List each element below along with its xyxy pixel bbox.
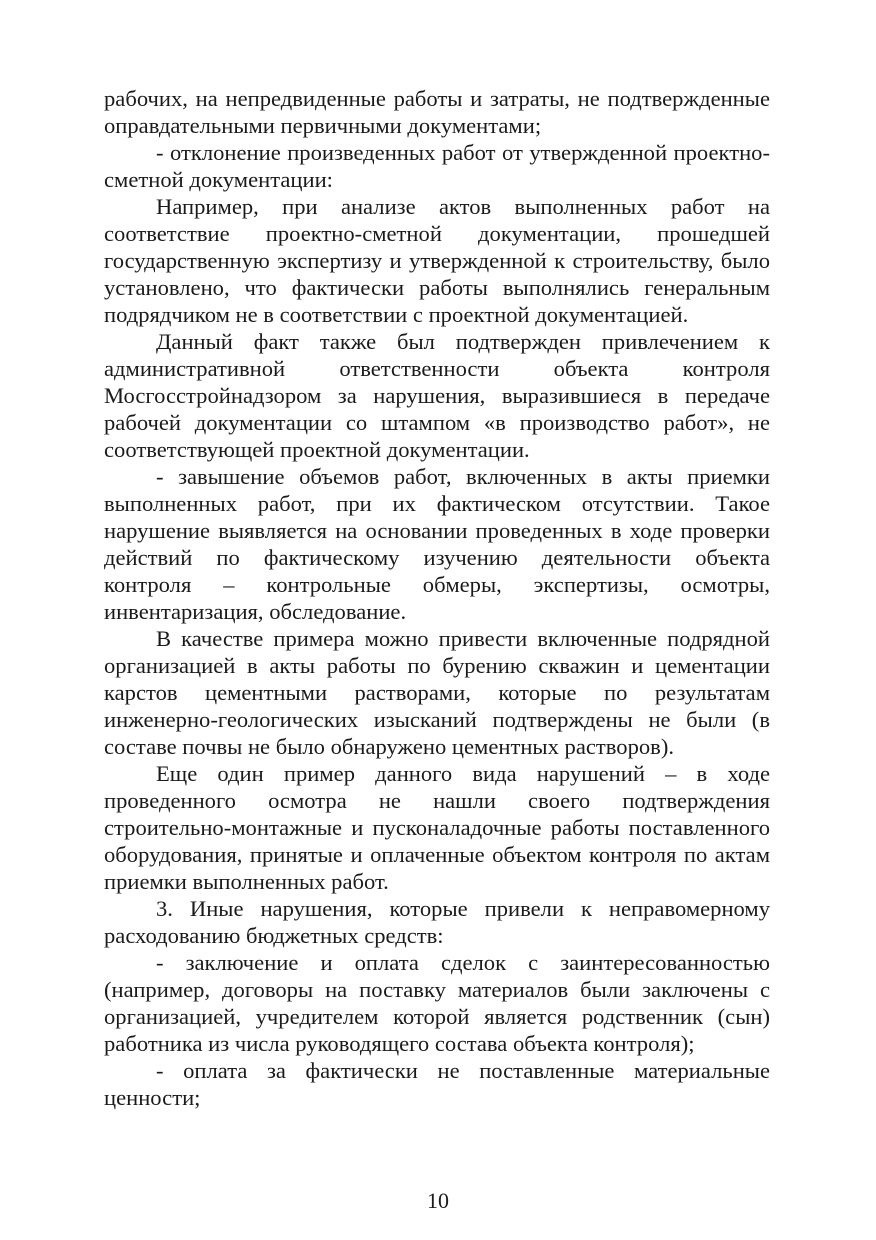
paragraph: - оплата за фактически не поставленные материальные ценности; xyxy=(104,1058,770,1110)
paragraph: В качестве примера можно привести включенные подрядной организацией в акты работы по бурению скважин и цементации карстов цементными растворами, которые по результатам инженерно-геологических изысканий подтверждены не были (в составе почвы не было обнаружено цементных растворов). xyxy=(104,626,770,759)
paragraph: Еще один пример данного вида нарушений – в ходе проведенного осмотра не нашли своего подтверждения строительно-монтажные и пусконаладочные работы поставленного оборудования, принятые и оплаченные объектом контроля по актам приемки выполненных работ. xyxy=(104,761,770,894)
paragraph: Данный факт также был подтвержден привлечением к административной ответственности объекта контроля Мосгосстройнадзором за нарушения, выразившиеся в передаче рабочей документации со штампом «в производство работ», не соответствующей проектной документации. xyxy=(104,329,770,462)
paragraph: - отклонение произведенных работ от утвержденной проектно-сметной документации: xyxy=(104,140,770,192)
paragraph: рабочих, на непредвиденные работы и затраты, не подтвержденные оправдательными первичными документами; xyxy=(104,86,770,138)
paragraph: Например, при анализе актов выполненных работ на соответствие проектно-сметной документации, прошедшей государственную экспертизу и утвержденной к строительству, было установлено, что фактически работы выполнялись генеральным подрядчиком не в соответствии с проектной документацией. xyxy=(104,194,770,327)
paragraph: - завышение объемов работ, включенных в акты приемки выполненных работ, при их фактическом отсутствии. Такое нарушение выявляется на основании проведенных в ходе проверки действий по фактическому изучению деятельности объекта контроля – контрольные обмеры, экспертизы, осмотры, инвентаризация, обследование. xyxy=(104,464,770,624)
paragraph: 3. Иные нарушения, которые привели к неправомерному расходованию бюджетных средств: xyxy=(104,896,770,948)
paragraph: - заключение и оплата сделок с заинтересованностью (например, договоры на поставку материалов были заключены с организацией, учредителем которой является родственник (сын) работника из числа руководящего состава объекта контроля); xyxy=(104,950,770,1056)
page-number: 10 xyxy=(427,1188,449,1213)
document-body xyxy=(104,85,770,1111)
